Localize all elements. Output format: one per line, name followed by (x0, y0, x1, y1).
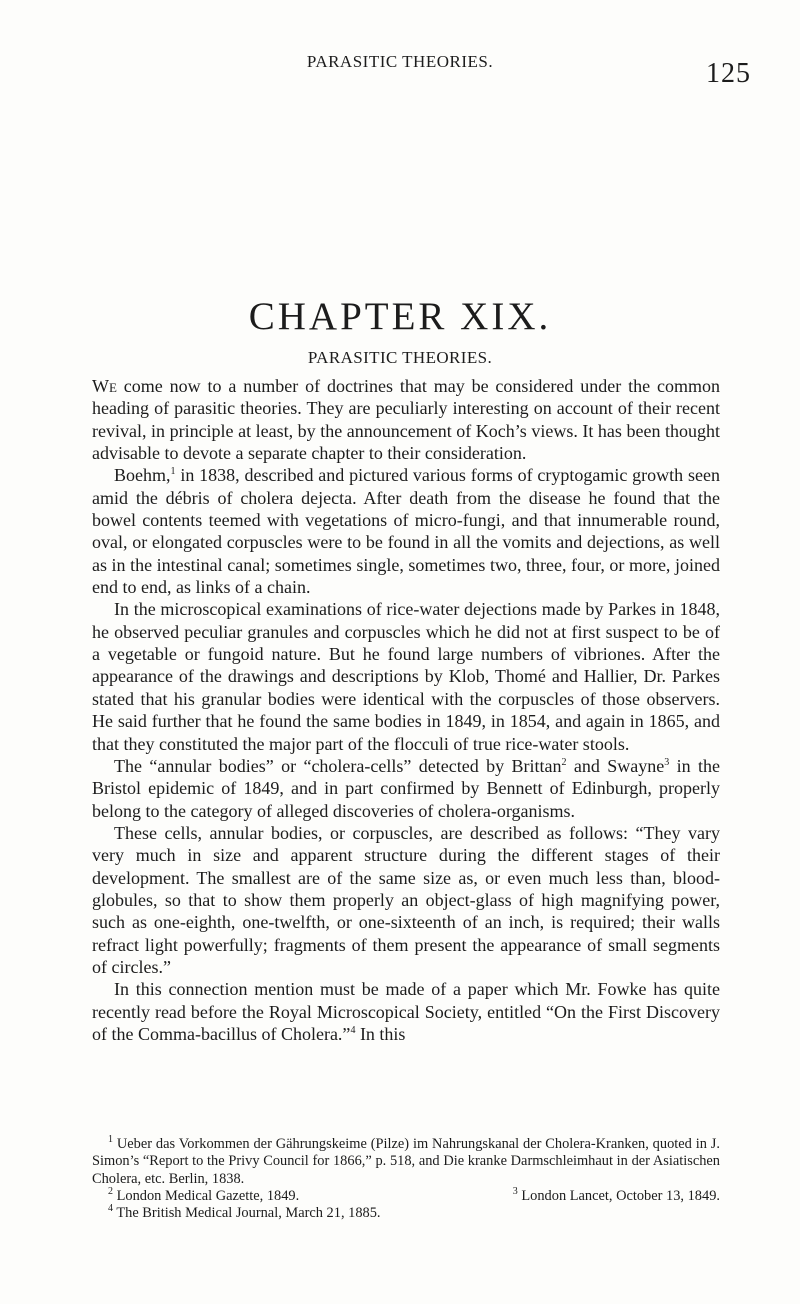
paragraph-text: In this connection mention must be made of a paper which Mr. Fowke has quite recently read before the Royal Microscopical Society, entitled “On the First Discovery of the Comma-bacillus of Cholera.” (92, 979, 720, 1044)
paragraph-text: The “annular bodies” or “cholera-cells” detected by Brittan (114, 755, 562, 776)
footnote-row (92, 1188, 720, 1205)
footnote-text: London Lancet, October 13, 1849. (517, 1187, 720, 1204)
footnote-text: Ueber das Vorkommen der Gährungskeime (Pilze) im Nahrungskanal der Cholera-Kranken, quoted in J. Simon’s “Report to the Privy Council for 1866,” p. 518, and Die kranke Darmschleimhaut in der Asiatischen Cholera, etc. Berlin, 1838. (92, 1136, 720, 1187)
footnote-ref: 4 (350, 1024, 356, 1036)
chapter-heading: CHAPTER XIX. (248, 295, 552, 338)
footnote (92, 1136, 720, 1188)
page-number: 125 (706, 58, 751, 89)
body-text (92, 375, 720, 1045)
running-title: PARASITIC THEORIES. (306, 52, 494, 71)
footnote-mark: 2 (108, 1186, 113, 1198)
footnote (108, 1188, 299, 1205)
paragraph-text: These cells, annular bodies, or corpuscles, are described as follows: “They vary very much in size and apparent structure during the different stages of their development. The smallest are of the same size as, or even much less than, blood-globules, so that to show them properly an object-glass of high magnifying power, such as one-eighth, one-twelfth, or one-sixteenth of an inch, is required; their walls refract light powerfully; fragments of them present the appearance of small segments of circles.” (92, 822, 720, 977)
paragraph-text: in 1838, described and pictured various forms of cryptogamic growth seen amid the débris of cholera dejecta. After death from the disease he found that the bowel contents teemed with vegetations of micro-fungi, and that innumerable round, oval, or elongated corpuscles were to be found in all the vomits and dejections, as well as in the intestinal canal; sometimes single, sometimes two, three, four, or more, joined end to end, as links of a chain. (92, 465, 720, 598)
footnote-mark: 3 (512, 1186, 518, 1198)
paragraph-text: In the microscopical examinations of rice-water dejections made by Parkes in 1848, he observed peculiar granules and corpuscles which he did not at first suspect to be of a vegetable or fungoid nature. But he found large numbers of vibriones. After the appearance of the drawings and descriptions by Klob, Thomé and Hallier, Dr. Parkes stated that his granular bodies were identical with the corpuscles of those observers. He said further that he found the same bodies in 1849, in 1854, and again in 1865, and that they constituted the major part of the flocculi of true rice-water stools. (92, 599, 720, 754)
paragraph (92, 822, 720, 978)
paragraph (92, 464, 720, 598)
paragraph (92, 978, 720, 1045)
paragraph (92, 755, 720, 822)
footnote-mark: 1 (108, 1134, 113, 1146)
chapter-subtitle: PARASITIC THEORIES. (307, 348, 493, 367)
paragraph (92, 598, 720, 754)
footnote-ref: 1 (170, 466, 176, 478)
paragraph-text: Boehm, (114, 465, 171, 486)
footnote-text: The British Medical Journal, March 21, 1885. (113, 1205, 381, 1222)
footnote-ref: 3 (664, 756, 670, 768)
paragraph-text: in the Bristol epidemic of 1849, and in part confirmed by Bennett of Edinburgh, properly belong to the category of alleged discoveries of cholera-organisms. (92, 755, 720, 821)
footnote-ref: 2 (561, 756, 567, 768)
paragraph-text: come now to a number of doctrines that may be considered under the common heading of parasitic theories. They are peculiarly interesting on account of their recent revival, in principle at least, by the announcement of Koch’s views. It has been thought advisable to devote a separate chapter to their consideration. (92, 376, 720, 464)
paragraph-text: and Swayne (566, 755, 665, 776)
footnote (92, 1205, 720, 1222)
footnote-text: London Medical Gazette, 1849. (113, 1187, 300, 1204)
footnote (513, 1188, 720, 1205)
paragraph-text: In this (355, 1023, 406, 1044)
footnotes (92, 1136, 720, 1222)
paragraph (92, 375, 720, 464)
lead-word: We (92, 376, 117, 396)
footnote-mark: 4 (108, 1203, 113, 1215)
